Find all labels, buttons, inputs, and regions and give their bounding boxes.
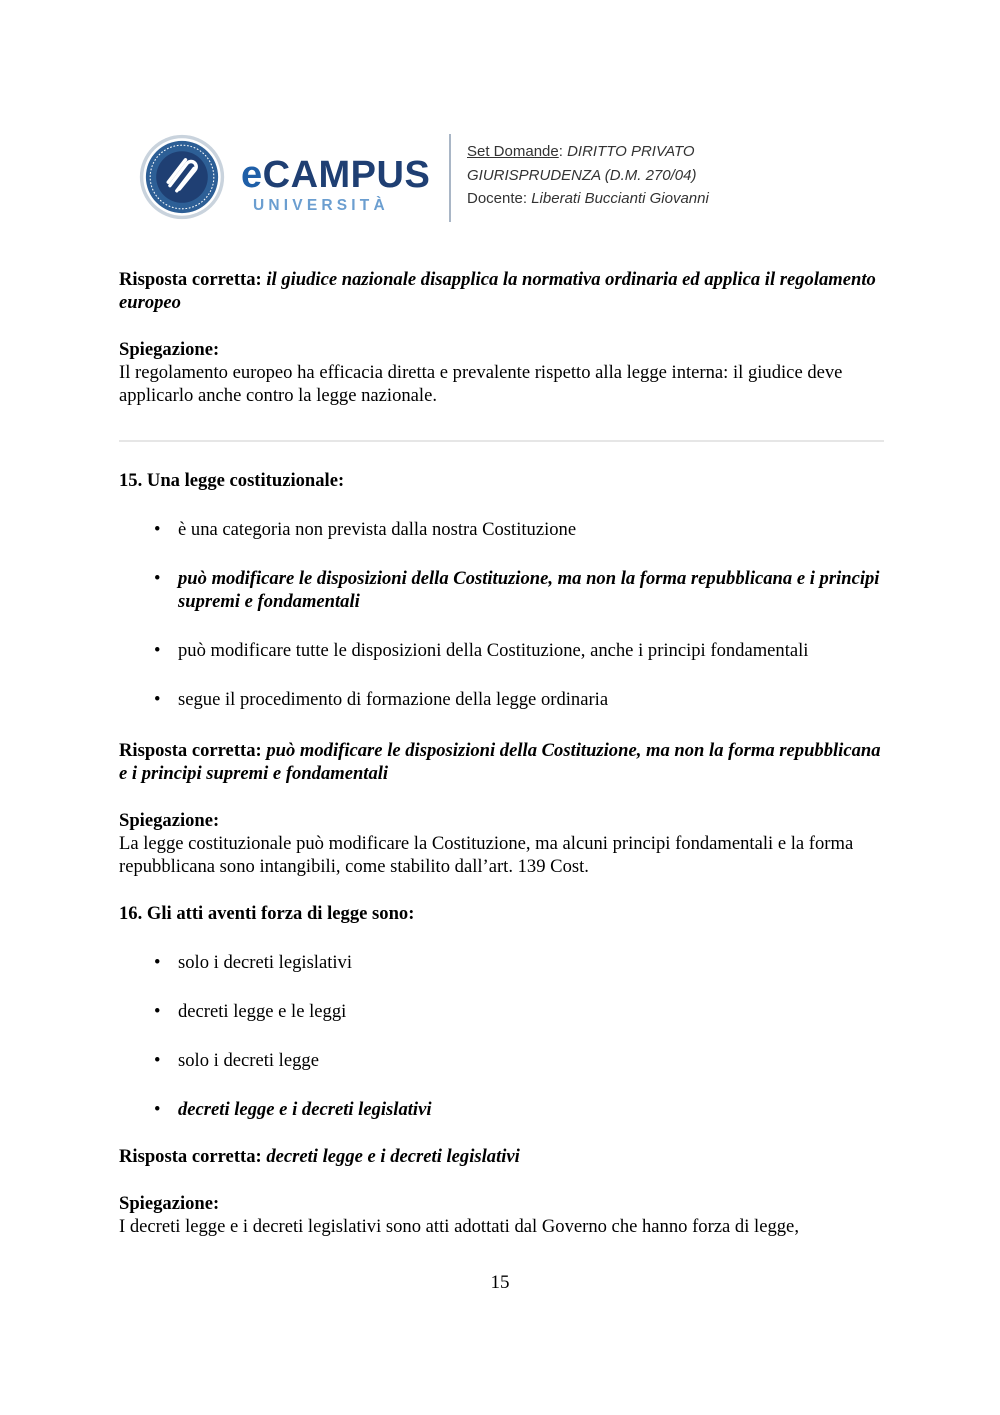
option-item: • decreti legge e le leggi bbox=[119, 1000, 884, 1023]
docente-line: Docente: Liberati Buccianti Giovanni bbox=[467, 190, 709, 207]
answer-label: Risposta corretta: bbox=[119, 740, 262, 761]
options-list bbox=[119, 518, 884, 711]
document-body bbox=[119, 268, 884, 1238]
set-value2: GIURISPRUDENZA (D.M. 270/04) bbox=[467, 166, 697, 184]
set-value: DIRITTO PRIVATO bbox=[567, 143, 695, 160]
prev-answer bbox=[119, 268, 884, 314]
section-divider bbox=[119, 440, 884, 442]
correct-answer bbox=[119, 1145, 884, 1168]
header-divider bbox=[449, 134, 451, 222]
option-item-correct: • può modificare le disposizioni della Costituzione, ma non la forma repubblicana e i principi supremi e fondamentali bbox=[119, 567, 884, 613]
explanation-text: Il regolamento europeo ha efficacia diretta e prevalente rispetto alla legge interna: il giudice deve applicarlo anche contro la legge nazionale. bbox=[119, 362, 843, 406]
question-title: 16. Gli atti aventi forza di legge sono: bbox=[119, 903, 415, 924]
explanation-label: Spiegazione: bbox=[119, 339, 220, 360]
docente-label: Docente bbox=[467, 190, 523, 207]
ecampus-seal-logo bbox=[139, 134, 225, 220]
page-header bbox=[137, 132, 757, 224]
option-item: • segue il procedimento di formazione della legge ordinaria bbox=[119, 688, 884, 711]
answer-text: può modificare le disposizioni della Costituzione, ma non la forma repubblicana e i principi supremi e fondamentali bbox=[119, 740, 881, 784]
answer-label: Risposta corretta: bbox=[119, 1146, 262, 1167]
answer-text: il giudice nazionale disapplica la normativa ordinaria ed applica il regolamento europeo bbox=[119, 269, 876, 313]
set-label: Set Domande bbox=[467, 143, 559, 160]
option-item: • può modificare tutte le disposizioni della Costituzione, anche i principi fondamentali bbox=[119, 639, 884, 662]
ecampus-brand bbox=[241, 156, 430, 215]
answer-text: decreti legge e i decreti legislativi bbox=[266, 1146, 520, 1167]
option-item-correct: • decreti legge e i decreti legislativi bbox=[119, 1098, 884, 1121]
answer-label: Risposta corretta: bbox=[119, 269, 262, 290]
options-list bbox=[119, 951, 884, 1121]
explanation-label: Spiegazione: bbox=[119, 1193, 220, 1214]
page-number: 15 bbox=[490, 1272, 510, 1293]
option-item: • solo i decreti legge bbox=[119, 1049, 884, 1072]
set-domande-line: Set Domande: DIRITTO PRIVATO bbox=[467, 143, 695, 160]
set-value-line2 bbox=[467, 164, 709, 188]
explanation-text: La legge costituzionale può modificare la Costituzione, ma alcuni principi fondamentali e la forma repubblicana sono intangibili, come stabilito dall’art. 139 Cost. bbox=[119, 833, 854, 877]
header-info bbox=[467, 140, 709, 211]
option-item: • è una categoria non prevista dalla nostra Costituzione bbox=[119, 518, 884, 541]
option-item: • solo i decreti legislativi bbox=[119, 951, 884, 974]
explanation-label: Spiegazione: bbox=[119, 810, 220, 831]
brand-wordmark bbox=[241, 156, 430, 194]
correct-answer bbox=[119, 739, 884, 785]
docente-value: Liberati Buccianti Giovanni bbox=[531, 190, 709, 207]
question-title: 15. Una legge costituzionale: bbox=[119, 470, 345, 491]
brand-subtitle: UNIVERSITÀ bbox=[253, 197, 389, 214]
brand-e: e bbox=[241, 154, 263, 196]
explanation-text: I decreti legge e i decreti legislativi sono atti adottati dal Governo che hanno forza di legge, bbox=[119, 1216, 799, 1237]
brand-campus: CAMPUS bbox=[262, 154, 431, 196]
